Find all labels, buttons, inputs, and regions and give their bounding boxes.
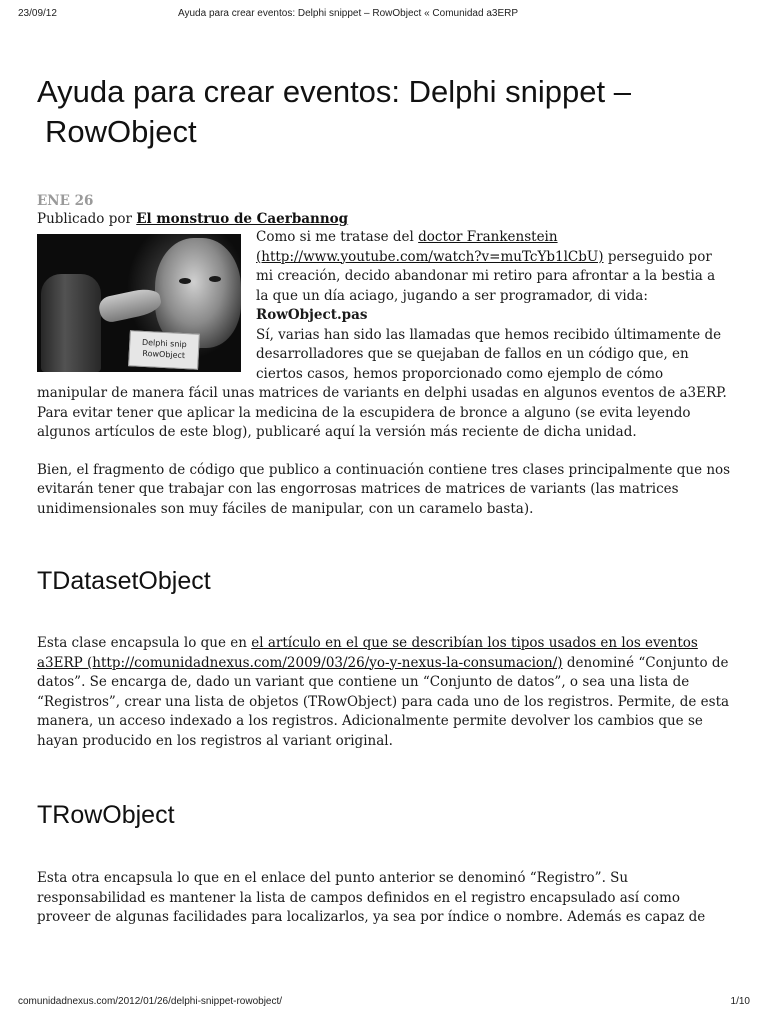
post-image: [37, 234, 241, 372]
rowobject-filename: RowObject.pas: [256, 307, 368, 323]
post-body: [37, 228, 731, 928]
print-doc-title: Ayuda para crear eventos: Delphi snippet – RowObject « Comunidad a3ERP: [178, 8, 519, 19]
tdataset-lead: Esta clase encapsula lo que en: [37, 635, 252, 651]
frankenstein-link[interactable]: doctor Frankenstein (http://www.youtube.com/watch?v=muTcYb1lCbU): [256, 229, 604, 265]
intro-lead: Como si me tratase del: [256, 229, 419, 245]
article-link[interactable]: el artículo en el que se describían los tipos usados en los eventos a3ERP (http://comunidadnexus.com/2009/03/26/yo-y-nexus-la-consumacion/): [37, 635, 698, 671]
post-content: [37, 72, 731, 928]
print-page-number: 1/10: [730, 996, 750, 1007]
print-date: 23/09/12: [18, 8, 57, 19]
byline-prefix: Publicado por: [37, 211, 132, 227]
print-url: comunidadnexus.com/2012/01/26/delphi-snippet-rowobject/: [18, 996, 283, 1007]
paragraph-calls: Sí, varias han sido las llamadas que hemos recibido últimamente de desarrolladores que se quejaban de fallos en un código que, en ciertos casos, hemos proporcionado como ejemplo de cómo manipular de manera fácil unas matrices de variants en delphi usadas en algunos eventos de a3ERP. Para evitar tener que aplicar la medicina de la escupidera de bronce a alguno (se evita leyendo algunos artículos de este blog), publicaré aquí la versión más reciente de dicha unidad.: [37, 326, 727, 440]
post-title-line2: RowObject: [45, 114, 197, 149]
eye-shape: [179, 278, 191, 284]
intro-tail: perseguido por mi creación, decido abandonar mi retiro para afrontar a la bestia a la que un día aciago, jugando a ser programador, di vida:: [256, 248, 716, 304]
paragraph-fragment: Bien, el fragmento de código que publico a continuación contiene tres clases principalmente que nos evitarán tener que trabajar con las engorrosas matrices de matrices de variants (las matrices unidimensionales son muy fáciles de manipular, con un caramelo basta).: [37, 461, 731, 517]
image-label: Delphi snip RowObject: [128, 330, 200, 370]
section-heading-trowobject: TRowObject: [37, 801, 175, 829]
print-header: [18, 8, 750, 24]
tdataset-tail: denominé “Conjunto de datos”. Se encarga de, dado un variant que contiene un “Conjunto de datos”, o sea una lista de “Registros”, crear una lista de objetos (TRowObject) para cada uno de los registros. Permite, de esta manera, un acceso indexado a los registros. Adicionalmente permite devolver los cambios que se hayan producido en los registros al variant original.: [37, 654, 730, 749]
paragraph-tdatasetobject: [37, 634, 731, 751]
section-heading-tdatasetobject: TDatasetObject: [37, 567, 211, 595]
print-footer: [18, 996, 750, 1010]
post-title-line1: Ayuda para crear eventos: Delphi snippet –: [37, 74, 631, 109]
hand-shape: [97, 286, 163, 324]
post-date: ENE 26: [37, 193, 94, 209]
post-byline: [37, 210, 731, 228]
author-link[interactable]: El monstruo de Caerbannog: [136, 211, 349, 227]
post-title: [37, 72, 731, 152]
paragraph-trowobject: Esta otra encapsula lo que en el enlace del punto anterior se denominó “Registro”. Su responsabilidad es mantener la lista de campos definidos en el registro encapsulado así como proveer de algunas facilidades para localizarlos, ya sea por índice o nombre. Además es capaz de: [37, 870, 706, 925]
jar-shape: [41, 274, 101, 372]
eye-shape: [209, 276, 221, 282]
